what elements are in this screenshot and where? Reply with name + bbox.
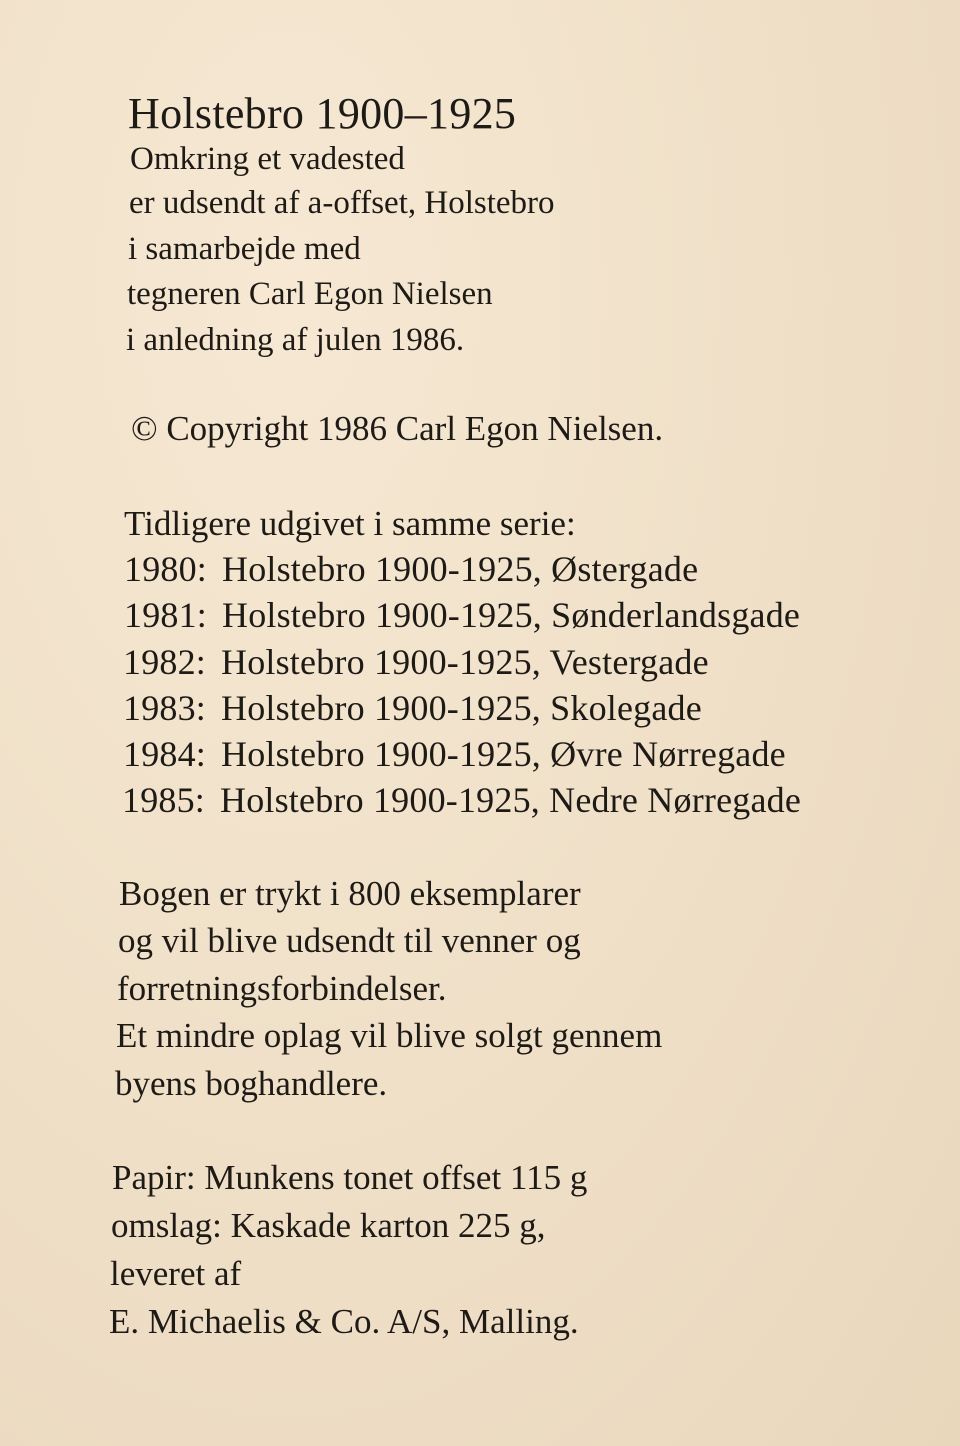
series-item <box>123 736 786 772</box>
edition-line: og vil blive udsendt til venner og <box>118 921 581 960</box>
book-title: Holstebro 1900–1925 <box>128 89 517 138</box>
copyright-notice: © Copyright 1986 Carl Egon Nielsen. <box>131 409 664 448</box>
colophon-line: Omkring et vadested <box>130 141 405 177</box>
colophon-line: i anledning af julen 1986. <box>126 322 465 358</box>
series-title: Holstebro 1900-1925, Østergade <box>222 549 699 589</box>
series-year: 1983: <box>123 688 207 728</box>
edition-line: Bogen er trykt i 800 eksemplarer <box>119 874 581 913</box>
series-year: 1981: <box>124 595 208 635</box>
series-item <box>124 597 800 633</box>
colophon-line: i samarbejde med <box>128 231 361 267</box>
paper-line: omslag: Kaskade karton 225 g, <box>111 1206 546 1245</box>
series-item <box>124 551 698 587</box>
series-title: Holstebro 1900-1925, Skolegade <box>221 688 702 728</box>
paper-line: Papir: Munkens tonet offset 115 g <box>112 1158 588 1197</box>
colophon-line: tegneren Carl Egon Nielsen <box>127 276 493 312</box>
colophon-line: er udsendt af a-offset, Holstebro <box>129 185 555 221</box>
series-item <box>122 782 801 818</box>
series-year: 1980: <box>124 549 208 589</box>
series-year: 1985: <box>122 780 206 820</box>
series-title: Holstebro 1900-1925, Øvre Nørregade <box>221 734 786 774</box>
series-year: 1982: <box>123 642 207 682</box>
series-title: Holstebro 1900-1925, Sønderlandsgade <box>222 595 801 635</box>
edition-line: byens boghandlere. <box>115 1064 388 1103</box>
series-title: Holstebro 1900-1925, Vestergade <box>221 642 709 682</box>
series-item <box>123 644 709 680</box>
series-year: 1984: <box>123 734 207 774</box>
paper-line: E. Michaelis & Co. A/S, Malling. <box>109 1302 579 1341</box>
paper-line: leveret af <box>110 1254 242 1293</box>
series-heading: Tidligere udgivet i samme serie: <box>124 504 576 543</box>
series-item <box>123 690 702 726</box>
edition-line: forretningsforbindelser. <box>117 969 447 1008</box>
series-title: Holstebro 1900-1925, Nedre Nørregade <box>220 780 802 820</box>
edition-line: Et mindre oplag vil blive solgt gennem <box>116 1016 663 1055</box>
